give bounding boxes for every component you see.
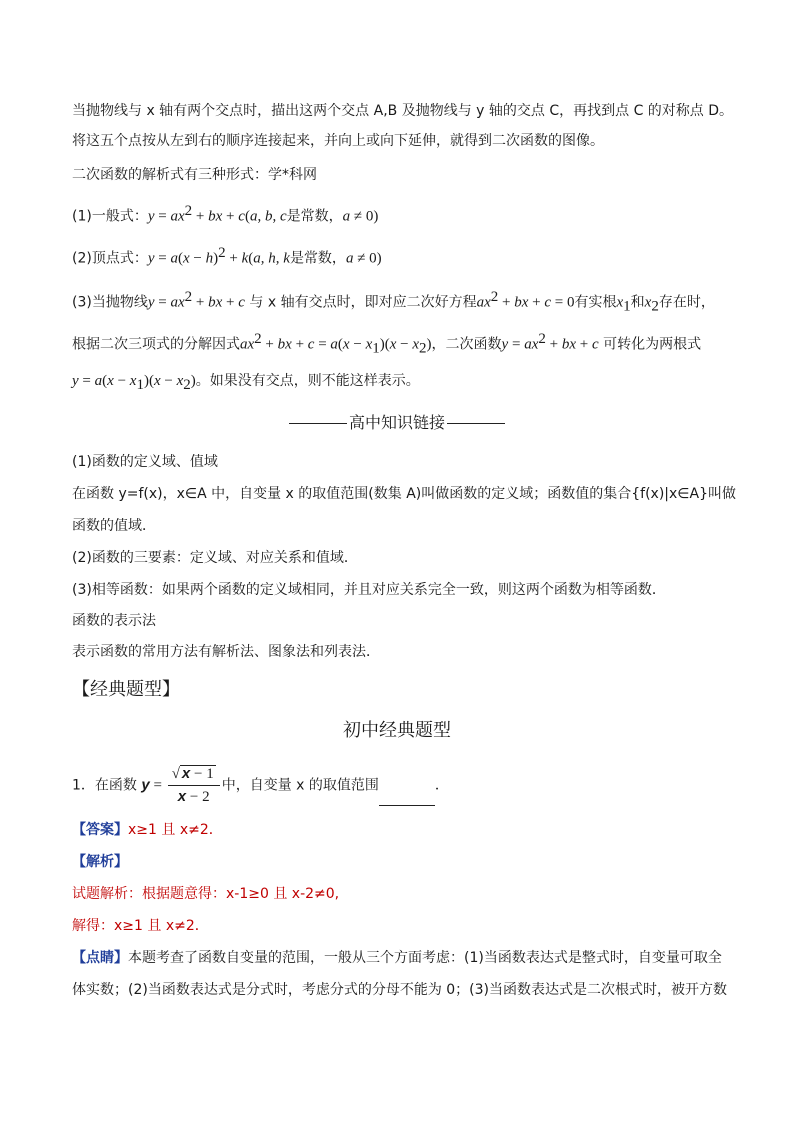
heading-text: 高中知识链接: [348, 413, 445, 432]
paragraph-line: 将这五个点按从左到右的顺序连接起来，并向上或向下延伸，就得到二次函数的图像。: [72, 133, 604, 149]
section-heading-links: [0, 412, 794, 434]
root-form-line-3: $y = a(x - x_1)(x - x_2)$。如果没有交点，则不能这样表示。: [72, 373, 420, 393]
answer-blank: [379, 791, 435, 806]
comment-line: [72, 948, 722, 968]
question-1: 1．在函数 y = $\frac{√ x - 1}{x - 2}$ 中，自变量 x 的取值范围 ．: [72, 765, 449, 805]
vertex-form-label: (2)顶点式：: [72, 250, 148, 267]
analysis-line: 试题解析：根据题意得：x-1≥0 且 x-2≠0,: [72, 886, 340, 902]
paragraph-line: (2)函数的三要素：定义域、对应关系和值域．: [72, 550, 358, 566]
divider: [289, 423, 347, 424]
vertex-form-line: (2)顶点式：$y = a(x - h)^2 + k(a$, h, k是常数，a ≠ 0): [72, 245, 382, 267]
paragraph-line: 当抛物线与 x 轴有两个交点时，描出这两个交点 A,B 及抛物线与 y 轴的交点 C，再找到点 C 的对称点 D。: [72, 103, 734, 119]
general-form-label: (1)一般式：: [72, 208, 148, 225]
vertex-form-formula: y: [147, 250, 155, 267]
text-segment: 有实根: [574, 294, 617, 311]
question-number: 1．在函数: [72, 777, 137, 794]
root-form-line-1: (3)当抛物线$y = ax^2$ + bx + c 与 x 轴有交点时，即对应二次好方程$ax^2$ + bx + c = 0有实根$x_1$和$x_2$存在时，: [72, 289, 715, 315]
paragraph-line: 表示函数的常用方法有解析法、图象法和列表法．: [72, 644, 380, 660]
answer-line: [72, 820, 223, 840]
answer-text: x≥1 且 x≠2．: [128, 822, 223, 838]
paragraph-line: 在函数 y=f(x)，x∈A 中，自变量 x 的取值范围(数集 A)叫做函数的定义域；函数值的集合{f(x)|x∈A}叫做: [72, 486, 736, 502]
paragraph-line: (3)相等函数：如果两个函数的定义域相同，并且对应关系完全一致，则这两个函数为相等函数．: [72, 582, 666, 598]
section-title: 【经典题型】: [72, 679, 180, 700]
function-variable: y: [141, 776, 150, 794]
comment-text: 本题考查了函数自变量的范围，一般从三个方面考虑：(1)当函数表达式是整式时，自变量可取全: [128, 950, 722, 966]
answer-tag: 【答案】: [72, 822, 128, 838]
text-segment: ．: [434, 777, 449, 794]
root-form-line-2: 根据二次三项式的分解因式$ax^2$ + bx + $c = a(x - x_1)(x - x_2)$，二次函数$y = ax^2$ + bx + c 可转化为两根式: [72, 331, 702, 357]
comment-tag: 【点睛】: [72, 950, 128, 966]
text-segment: 与 x 轴有交点时，即对应二次好方程: [249, 294, 477, 311]
text-segment: 存在时，: [658, 294, 715, 311]
subsection-title: 初中经典题型: [343, 720, 451, 741]
text-segment: 中，自变量 x 的取值范围: [221, 777, 379, 794]
text-segment: (3)当抛物线: [72, 294, 148, 311]
text-segment: 根据二次三项式的分解因式: [72, 336, 240, 353]
paragraph-line: 函数的表示法: [72, 613, 156, 629]
comment-line: 体实数；(2)当函数表达式是分式时，考虑分式的分母不能为 0；(3)当函数表达式是二次根式时，被开方数: [72, 982, 728, 998]
fraction: $\frac{√ x - 1}{x - 2}$: [168, 765, 220, 806]
text-segment: 可转化为两根式: [603, 336, 702, 353]
paragraph-line: (1)函数的定义域、值域: [72, 454, 218, 470]
text-segment: ，二次函数: [431, 336, 502, 353]
analysis-tag: 【解析】: [72, 854, 128, 870]
paragraph-line: 函数的值域．: [72, 518, 156, 534]
text-segment: 。如果没有交点，则不能这样表示。: [195, 373, 420, 389]
general-form-formula: y: [147, 208, 155, 225]
general-form-line: (1)一般式：$y = ax^2$ + bx + c(a, b, c是常数，a ≠ 0): [72, 203, 379, 225]
analysis-line: 解得：x≥1 且 x≠2．: [72, 918, 209, 934]
divider: [447, 423, 505, 424]
paragraph-line: 二次函数的解析式有三种形式：学*科网: [72, 167, 317, 183]
